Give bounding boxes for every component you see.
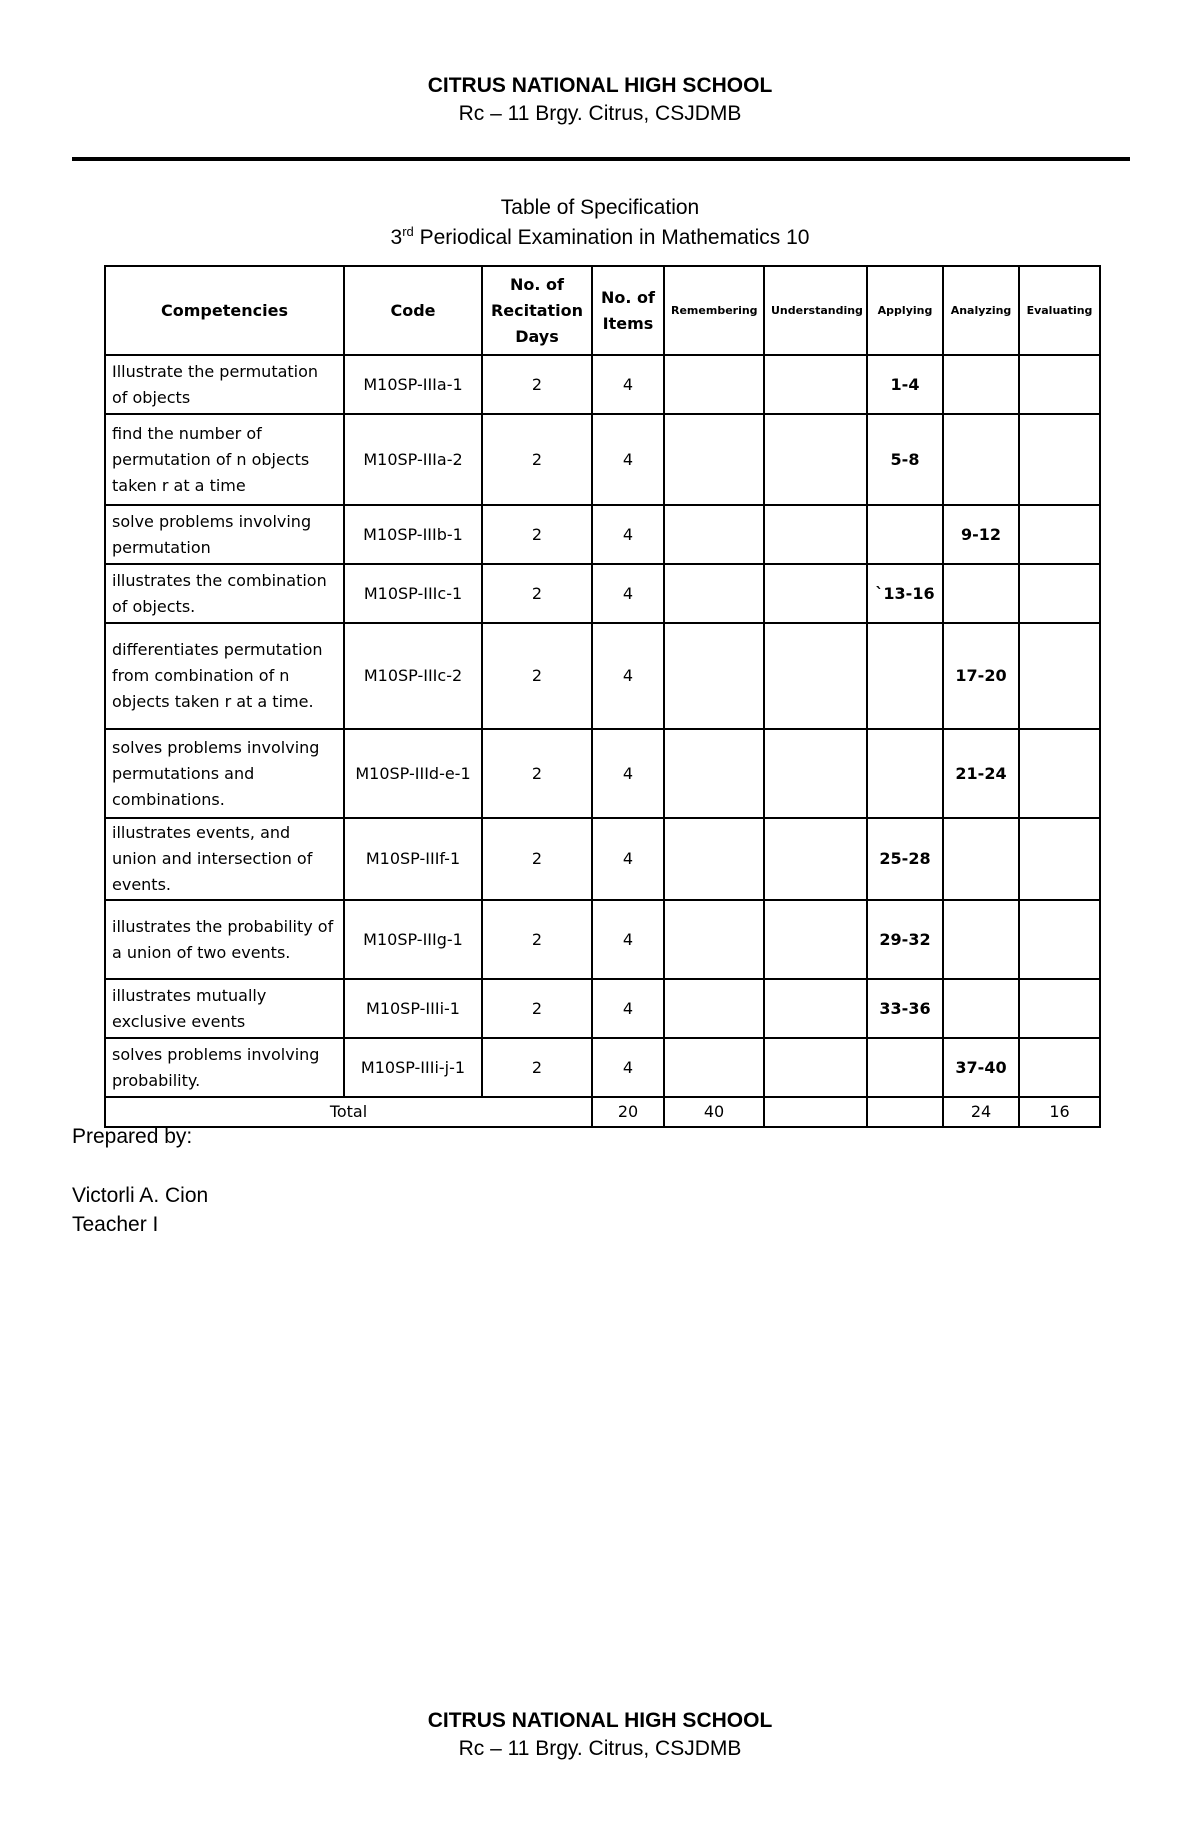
evaluating-cell [1019, 564, 1100, 623]
remembering-cell [664, 505, 764, 564]
remembering-cell [664, 414, 764, 505]
total-days: 20 [592, 1097, 664, 1127]
analyzing-cell: 37-40 [943, 1038, 1019, 1097]
prepared-by-block [72, 1122, 208, 1239]
code-cell: M10SP-IIIi-j-1 [344, 1038, 482, 1097]
applying-cell: 1-4 [867, 355, 943, 414]
prepared-by-label: Prepared by: [72, 1125, 193, 1148]
subtitle-ordinal: 3 [390, 226, 403, 249]
items-cell: 4 [592, 355, 664, 414]
header-divider [72, 157, 1130, 161]
competency-cell: solve problems involving permutation [105, 505, 344, 564]
table-row [105, 414, 1100, 505]
code-cell: M10SP-IIIa-2 [344, 414, 482, 505]
analyzing-cell [943, 564, 1019, 623]
remembering-cell [664, 729, 764, 818]
footer-school-address: Rc – 11 Brgy. Citrus, CSJDMB [458, 1737, 742, 1760]
applying-cell: `13-16 [867, 564, 943, 623]
analyzing-cell [943, 979, 1019, 1038]
header-cell: Code [344, 266, 482, 355]
items-cell: 4 [592, 818, 664, 900]
document-subtitle [0, 223, 1200, 253]
code-cell: M10SP-IIIb-1 [344, 505, 482, 564]
evaluating-cell [1019, 979, 1100, 1038]
understanding-cell [764, 900, 867, 979]
recitation-days-cell: 2 [482, 1038, 592, 1097]
competency-cell: illustrates the combination of objects. [105, 564, 344, 623]
header-cell: Remembering [664, 266, 764, 355]
evaluating-cell [1019, 623, 1100, 729]
understanding-cell [764, 729, 867, 818]
subtitle-superscript: rd [402, 224, 414, 239]
understanding-cell [764, 1038, 867, 1097]
code-cell: M10SP-IIIf-1 [344, 818, 482, 900]
items-cell: 4 [592, 505, 664, 564]
header-cell: Evaluating [1019, 266, 1100, 355]
understanding-cell [764, 818, 867, 900]
header-cell: No. of Recitation Days [482, 266, 592, 355]
competency-cell: solves problems involving permutations and combinations. [105, 729, 344, 818]
understanding-cell [764, 564, 867, 623]
footer-school-name: CITRUS NATIONAL HIGH SCHOOL [427, 1709, 773, 1732]
remembering-cell [664, 564, 764, 623]
total-applying: 24 [943, 1097, 1019, 1127]
competency-cell: differentiates permutation from combination of n objects taken r at a time. [105, 623, 344, 729]
recitation-days-cell: 2 [482, 414, 592, 505]
items-cell: 4 [592, 564, 664, 623]
analyzing-cell [943, 900, 1019, 979]
document-title-block [0, 193, 1200, 253]
competency-cell: find the number of permutation of n objects taken r at a time [105, 414, 344, 505]
competency-cell: illustrates events, and union and intersection of events. [105, 818, 344, 900]
code-cell: M10SP-IIIc-2 [344, 623, 482, 729]
remembering-cell [664, 900, 764, 979]
recitation-days-cell: 2 [482, 623, 592, 729]
table-row [105, 623, 1100, 729]
remembering-cell [664, 979, 764, 1038]
recitation-days-cell: 2 [482, 900, 592, 979]
analyzing-cell [943, 355, 1019, 414]
preparer-position: Teacher I [72, 1213, 159, 1236]
remembering-cell [664, 818, 764, 900]
evaluating-cell [1019, 818, 1100, 900]
total-items: 40 [664, 1097, 764, 1127]
table-row [105, 729, 1100, 818]
school-footer [0, 1707, 1200, 1763]
total-analyzing: 16 [1019, 1097, 1100, 1127]
items-cell: 4 [592, 623, 664, 729]
table-row [105, 1038, 1100, 1097]
competency-cell: Illustrate the permutation of objects [105, 355, 344, 414]
header-cell: Competencies [105, 266, 344, 355]
items-cell: 4 [592, 1038, 664, 1097]
evaluating-cell [1019, 355, 1100, 414]
competency-cell: solves problems involving probability. [105, 1038, 344, 1097]
total-label: Total [105, 1097, 592, 1127]
document-title: Table of Specification [500, 196, 700, 219]
header-cell: Understanding [764, 266, 867, 355]
table-row [105, 979, 1100, 1038]
understanding-cell [764, 355, 867, 414]
understanding-cell [764, 979, 867, 1038]
table-row [105, 818, 1100, 900]
applying-cell [867, 1038, 943, 1097]
competency-cell: illustrates the probability of a union of two events. [105, 900, 344, 979]
total-understanding [867, 1097, 943, 1127]
analyzing-cell: 21-24 [943, 729, 1019, 818]
preparer-name: Victorli A. Cion [72, 1184, 209, 1207]
remembering-cell [664, 355, 764, 414]
recitation-days-cell: 2 [482, 505, 592, 564]
evaluating-cell [1019, 729, 1100, 818]
evaluating-cell [1019, 900, 1100, 979]
recitation-days-cell: 2 [482, 818, 592, 900]
table-row [105, 505, 1100, 564]
table-row [105, 564, 1100, 623]
school-address: Rc – 11 Brgy. Citrus, CSJDMB [458, 102, 742, 125]
specification-table [104, 265, 1101, 1128]
applying-cell: 25-28 [867, 818, 943, 900]
applying-cell [867, 729, 943, 818]
table-row [105, 900, 1100, 979]
table-row [105, 355, 1100, 414]
recitation-days-cell: 2 [482, 729, 592, 818]
remembering-cell [664, 1038, 764, 1097]
code-cell: M10SP-IIIg-1 [344, 900, 482, 979]
code-cell: M10SP-IIIc-1 [344, 564, 482, 623]
analyzing-cell: 9-12 [943, 505, 1019, 564]
analyzing-cell: 17-20 [943, 623, 1019, 729]
code-cell: M10SP-IIId-e-1 [344, 729, 482, 818]
understanding-cell [764, 414, 867, 505]
subtitle-text: Periodical Examination in Mathematics 10 [413, 226, 810, 249]
applying-cell: 5-8 [867, 414, 943, 505]
applying-cell: 29-32 [867, 900, 943, 979]
applying-cell [867, 505, 943, 564]
table-header-row [105, 266, 1100, 355]
school-name: CITRUS NATIONAL HIGH SCHOOL [427, 74, 773, 97]
items-cell: 4 [592, 414, 664, 505]
competency-cell: illustrates mutually exclusive events [105, 979, 344, 1038]
evaluating-cell [1019, 414, 1100, 505]
header-cell: Applying [867, 266, 943, 355]
header-cell: Analyzing [943, 266, 1019, 355]
evaluating-cell [1019, 1038, 1100, 1097]
evaluating-cell [1019, 505, 1100, 564]
items-cell: 4 [592, 729, 664, 818]
items-cell: 4 [592, 979, 664, 1038]
code-cell: M10SP-IIIi-1 [344, 979, 482, 1038]
total-remembering [764, 1097, 867, 1127]
header-cell: No. of Items [592, 266, 664, 355]
school-header [0, 72, 1200, 128]
applying-cell [867, 623, 943, 729]
remembering-cell [664, 623, 764, 729]
total-row [105, 1097, 1100, 1127]
recitation-days-cell: 2 [482, 979, 592, 1038]
analyzing-cell [943, 818, 1019, 900]
recitation-days-cell: 2 [482, 564, 592, 623]
items-cell: 4 [592, 900, 664, 979]
analyzing-cell [943, 414, 1019, 505]
understanding-cell [764, 623, 867, 729]
applying-cell: 33-36 [867, 979, 943, 1038]
understanding-cell [764, 505, 867, 564]
code-cell: M10SP-IIIa-1 [344, 355, 482, 414]
recitation-days-cell: 2 [482, 355, 592, 414]
